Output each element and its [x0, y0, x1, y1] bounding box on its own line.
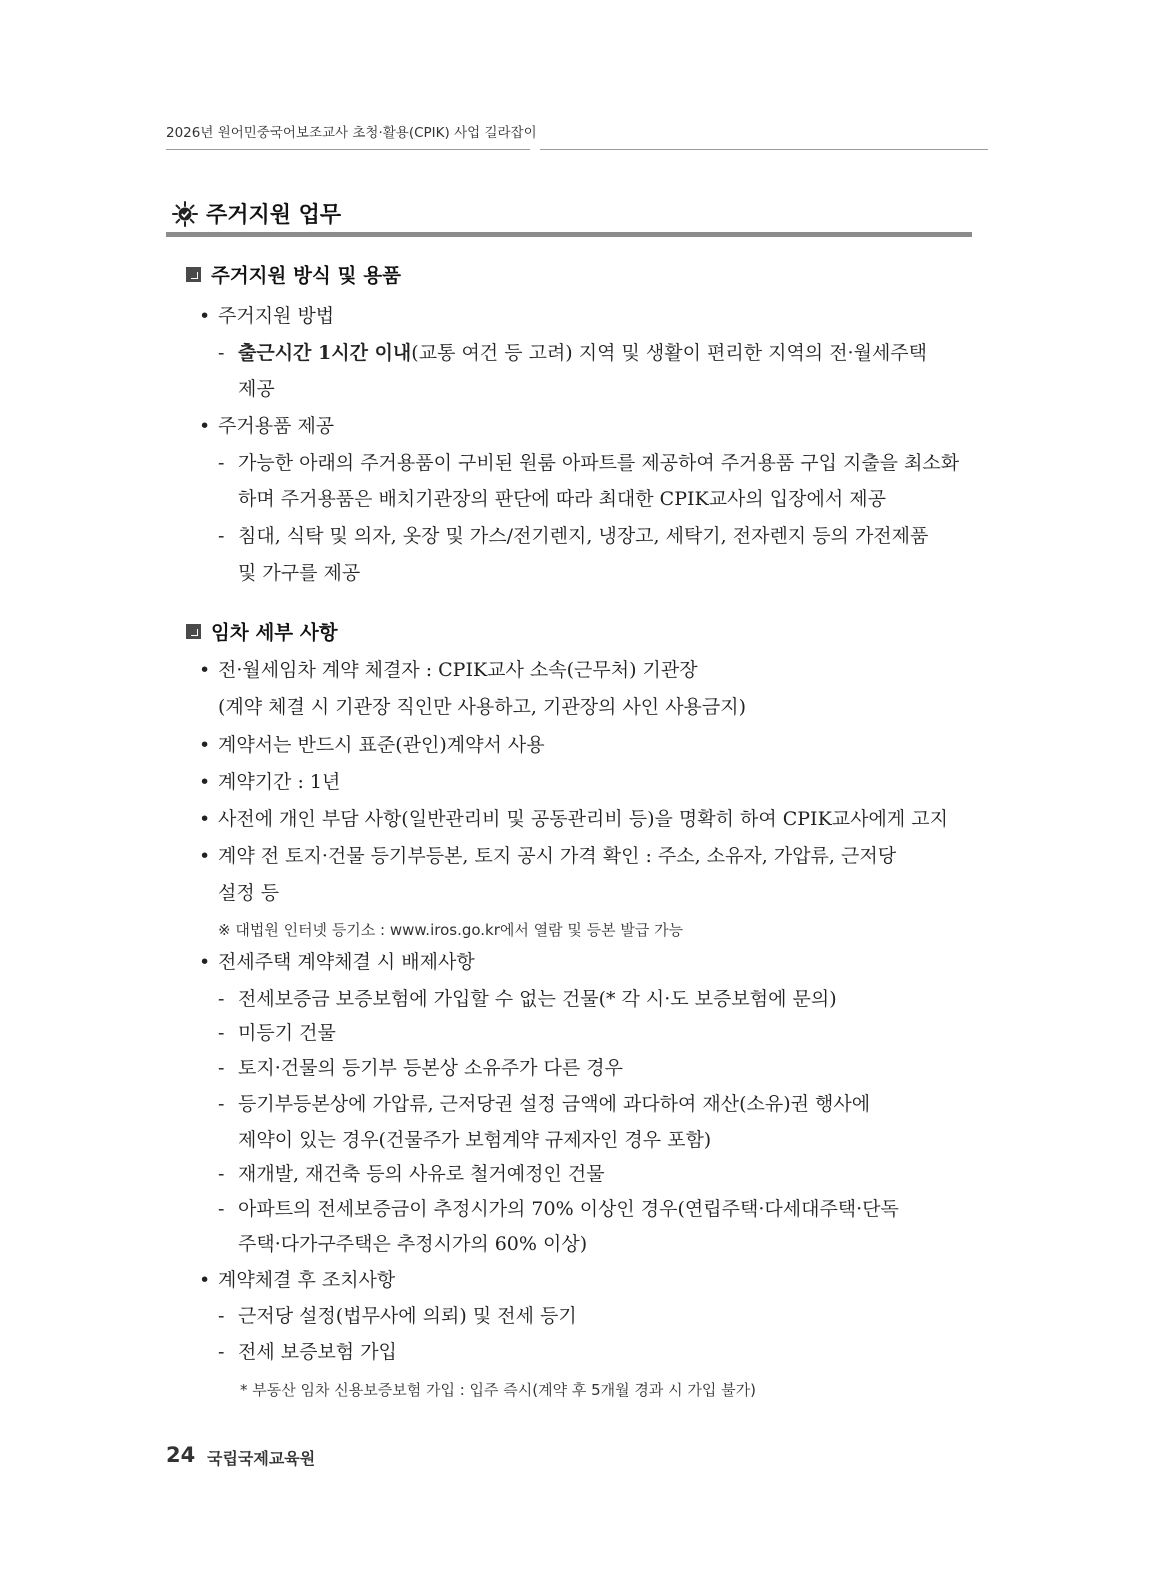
bullet-housing-method: 주거지원 방법 — [218, 305, 335, 327]
post-mortgage-registration: 근저당 설정(법무사에 의뢰) 및 전세 등기 — [238, 1305, 577, 1327]
header-rule-left — [166, 149, 530, 150]
bullet-registry-check-line2: 설정 등 — [218, 882, 280, 904]
bullet-housing-supplies: 주거용품 제공 — [218, 415, 335, 437]
exclusion-seizure-line2: 제약이 있는 경우(건물주가 보험계약 규제자인 경우 포함) — [238, 1129, 712, 1151]
bullet-standard-contract: 계약서는 반드시 표준(관인)계약서 사용 — [218, 734, 545, 756]
dash-mark: - — [218, 1305, 225, 1327]
bullet-mark: • — [199, 659, 211, 681]
bullet-contract-party-note: (계약 체결 시 기관장 직인만 사용하고, 기관장의 사인 사용금지) — [218, 696, 747, 718]
item-supplies-line2: 하며 주거용품은 배치기관장의 판단에 따라 최대한 CPIK교사의 입장에서 제공 — [238, 488, 886, 510]
exclusion-redevelopment: 재개발, 재건축 등의 사유로 철거예정인 건물 — [238, 1163, 605, 1185]
bullet-personal-costs: 사전에 개인 부담 사항(일반관리비 및 공동관리비 등)을 명확히 하여 CPIK교사에게 고지 — [218, 808, 948, 830]
dash-mark: - — [218, 1341, 225, 1363]
dash-mark: - — [218, 1022, 225, 1044]
bullet-post-contract: 계약체결 후 조치사항 — [218, 1269, 396, 1291]
dash-mark: - — [218, 525, 225, 547]
exclusion-owner-mismatch: 토지·건물의 등기부 등본상 소유주가 다른 경우 — [238, 1057, 623, 1079]
dash-mark: - — [218, 452, 225, 474]
subheading-lease-details — [186, 617, 338, 645]
bullet-mark: • — [199, 771, 211, 793]
running-header: 2026년 원어민중국어보조교사 초청·활용(CPIK) 사업 길라잡이 — [166, 125, 537, 141]
page-number: 24 — [166, 1443, 196, 1467]
dash-mark: - — [218, 1057, 225, 1079]
exclusion-deposit-ratio-line1: 아파트의 전세보증금이 추정시가의 70% 이상인 경우(연립주택·다세대주택·단독 — [238, 1198, 899, 1220]
item-commute-cont: 제공 — [238, 378, 275, 400]
note-credit-insurance: * 부동산 임차 신용보증보험 가입 : 입주 즉시(계약 후 5개월 경과 시 가입 불가) — [240, 1381, 756, 1399]
section-title-underline — [166, 232, 972, 237]
dash-mark: - — [218, 988, 225, 1010]
bullet-mark: • — [199, 305, 211, 327]
subheading-text: 임차 세부 사항 — [211, 621, 338, 644]
section-title-text: 주거지원 업무 — [206, 203, 342, 228]
bullet-contract-period: 계약기간 : 1년 — [218, 771, 341, 793]
section-title — [172, 198, 341, 229]
dash-mark: - — [218, 1198, 225, 1220]
item-appliances-line2: 및 가구를 제공 — [238, 562, 361, 584]
bullet-mark: • — [199, 415, 211, 437]
dash-mark: - — [218, 1093, 225, 1115]
subheading-text: 주거지원 방식 및 용품 — [211, 264, 401, 287]
subheading-housing-method — [186, 260, 401, 288]
dash-mark: - — [218, 1163, 225, 1185]
exclusion-deposit-ratio-line2: 주택·다가구주택은 추정시가의 60% 이상) — [238, 1233, 588, 1255]
exclusion-seizure-line1: 등기부등본상에 가압류, 근저당권 설정 금액에 과다하여 재산(소유)권 행사에 — [238, 1093, 871, 1115]
exclusion-unregistered: 미등기 건물 — [238, 1022, 336, 1044]
sun-check-icon — [172, 201, 198, 227]
item-commute-rest: (교통 여건 등 고려) 지역 및 생활이 편리한 지역의 전·월세주택 — [411, 342, 928, 364]
bullet-mark: • — [199, 1269, 211, 1291]
bullet-exclusions: 전세주택 계약체결 시 배제사항 — [218, 951, 475, 973]
item-supplies-line1: 가능한 아래의 주거용품이 구비된 원룸 아파트를 제공하여 주거용품 구입 지출을 최소화 — [238, 452, 960, 474]
bullet-mark: • — [199, 808, 211, 830]
bullet-registry-check-line1: 계약 전 토지·건물 등기부등본, 토지 공시 가격 확인 : 주소, 소유자, 가압류, 근저당 — [218, 845, 897, 867]
square-corner-icon — [186, 267, 201, 282]
item-commute-condition — [238, 341, 927, 365]
bullet-contract-party: 전·월세임차 계약 체결자 : CPIK교사 소속(근무처) 기관장 — [218, 659, 698, 681]
bullet-mark: • — [199, 734, 211, 756]
header-rule-right — [540, 149, 988, 150]
dash-mark: - — [218, 342, 225, 364]
bullet-mark: • — [199, 951, 211, 973]
square-corner-icon — [186, 624, 201, 639]
note-registry-site: ※ 대법원 인터넷 등기소 : www.iros.go.kr에서 열람 및 등본 발급 가능 — [218, 921, 684, 939]
item-commute-bold: 출근시간 1시간 이내 — [238, 342, 412, 364]
bullet-mark: • — [199, 845, 211, 867]
exclusion-insurance: 전세보증금 보증보험에 가입할 수 없는 건물(* 각 시·도 보증보험에 문의) — [238, 988, 837, 1010]
item-appliances-line1: 침대, 식탁 및 의자, 옷장 및 가스/전기렌지, 냉장고, 세탁기, 전자렌지 등의 가전제품 — [238, 525, 929, 547]
footer-organization: 국립국제교육원 — [207, 1449, 316, 1468]
post-insurance: 전세 보증보험 가입 — [238, 1341, 397, 1363]
